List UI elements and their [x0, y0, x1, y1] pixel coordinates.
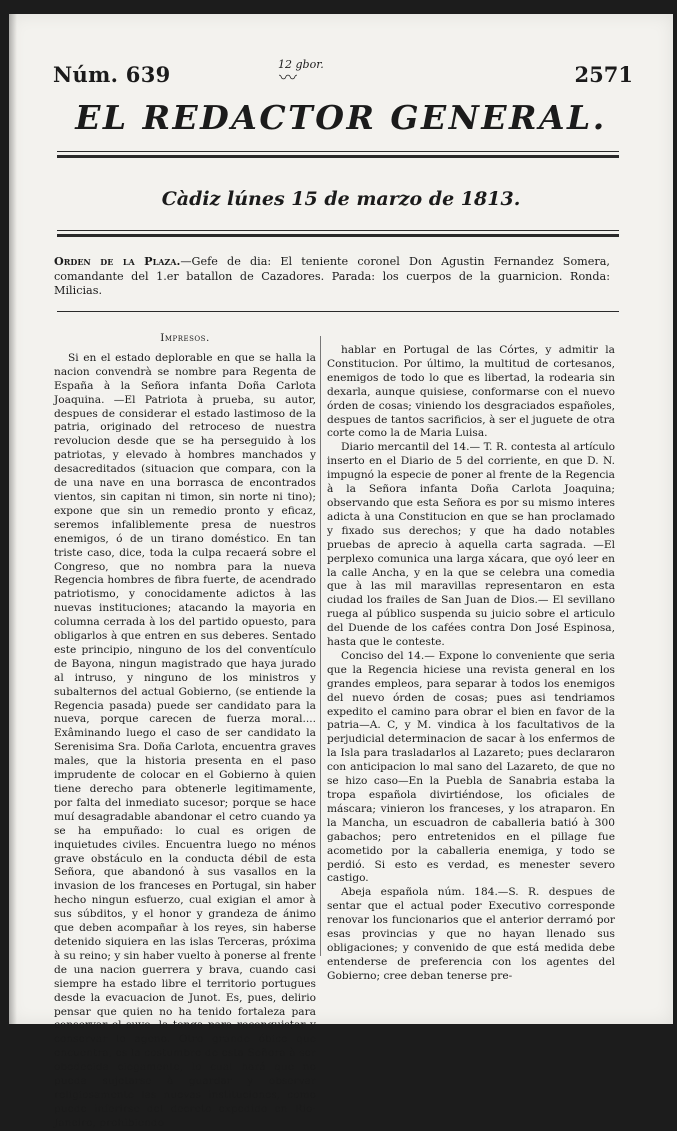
orden-de-la-plaza [54, 254, 610, 299]
masthead-top-line [9, 58, 673, 96]
rule-divider [57, 230, 619, 231]
article-paragraph: Conciso del 14.— Expone lo conveniente que seria que la Regencia hiciese una revista general en los grandes empleos, para separar à todos los enemigos del nuevo órden de cosas; pues asi tendriamos expedito el camino para obrar el bien en favor de la patria—A. C, y M. vindica à los facultativos de la perjudicial determinacion de sacar à los enfermos de la Isla para trasladarlos al Lazareto; pues declararon con anticipacion lo mal sano del Lazareto, de que no se hizo caso—En la Puebla de Sanabria estaba la tropa española divirtiéndose, los oficiales de máscara; vinieron los franceses, y los atraparon. En la Mancha, un escuadron de caballeria batió à 300 gabachos; pero entretenidos en el pillage fue acometido por la caballeria enemiga, y todo se perdió. Si esto es verdad, es menester severo castigo. [327, 649, 615, 885]
article-paragraph: Si en el estado deplorable en que se halla la nacion convendrà se nombre para Regenta de España à la Señora infanta Doña Carlota Joaquina. —El Patriota à prueba, su autor, despues de considerar el estado lastimoso de la patria, originado del retroceso de nuestra revolucion desde que se ha perseguido à los patriotas, y elevado à hombres manchados y desacreditados (situacion que compara, con la de una nave en una borrasca de encontrados vientos, sin capitan ni timon, sin norte ni tino); expone que sin un remedio pronto y eficaz, seremos infaliblemente presa de nuestros enemigos, ó de un tirano doméstico. En tan triste caso, dice, toda la culpa recaerá sobre el Congreso, que no nombra para la nueva Regencia hombres de fibra fuerte, de acendrado patriotismo, y conocidamente adictos à las nuevas instituciones; atacando la mayoria en columna cerrada à los del partido opuesto, para obligarlos à que entren en sus deberes. Sentado este principio, ninguno de los del conventículo de Bayona, ningun magistrado que haya jurado al intruso, y ninguno de los ministros y subalternos del actual Gobierno, (se entiende la Regencia pasada) puede ser candidato para la nueva, porque carecen de fuerza moral.... Exâminando luego el caso de ser candidato la Serenisima Sra. Doña Carlota, encuentra graves males, que la historia presenta en el paso imprudente de colocar en el Gobierno à quien tiene derecho para obtenerle legitimamente, por falta del inmediato sucesor; porque se hace muí desagradable abandonar el cetro cuando ya se ha empuñado: lo cual es origen de inquietudes civiles. Encuentra luego no ménos grave obstáculo en la conducta débil de esta Señora, que abandonó à sus vasallos en la invasion de los franceses en Portugal, sin haber hecho ningun esfuerzo, cual exigian el amor à sus súbditos, y el honor y grandeza de ánimo que deben acompañar à los reyes, sin haberse detenido siquiera en las islas Terceras, próxima à su reino; y sin haber vuelto à ponerse al frente de una nacion guerrera y brava, cuando casi siempre ha estado libre el territorio portugues desde la evacuacion de Junot. Es, pues, delirio pensar que quien no ha tenido fortaleza para conservar el suyo, la tenga para reconquistar y conservar lo ageno. Otro grande óbice que encuentra, es la costumbre de esta Señora à ser obedecida ciegamente, lo cual hará que no pueda sujetarse à guardar y observar religiosamente las nuevas instituciones, como puede inferirse del decreto expedido en Rio-Janeiro, prohibiendo [54, 351, 316, 1129]
section-heading: Impresos. [160, 332, 210, 344]
article-paragraph: hablar en Portugal de las Córtes, y admitir la Constitucion. Por último, la multitud de cortesanos, enemigos de todo lo que es libertad, la rodearia sin dexarla, aunque quisiese, conformarse con el nuevo órden de cosas; viniendo los desgraciados españoles, despues de tantos sacrificios, à ser el juguete de otra corte como la de Maria Luisa. [327, 344, 615, 440]
rule-divider [57, 311, 619, 312]
ornament-icon: 〰 [279, 68, 297, 89]
orden-lead: Orden de la Plaza. [54, 254, 181, 268]
orden-text: —Gefe de dia: El teniente coronel Don Agustin Fernandez Somera, comandante del 1.er batallon de Cazadores. Parada: los cuerpos de la guarnicion. Ronda: Milicias. [54, 255, 610, 297]
dateline: Càdiz lúnes 15 de marzo de 1813. [161, 188, 521, 210]
rule-divider [57, 151, 619, 152]
newspaper-title: EL REDACTOR GENERAL. [75, 98, 607, 137]
article-paragraph: Diario mercantil del 14.— T. R. contesta al artículo inserto en el Diario de 5 del corriente, en que D. N. impugnó la especie de poner al frente de la Regencia à la Señora infanta Doña Carlota Joaquina; observando que esta Señora es por su mismo interes adicta à una Constitucion en que se han proclamado y fixado sus derechos; y que ha dado notables pruebas de aprecio à aquella carta sagrada. —El perplexo comunica una larga xácara, que oyó leer en la calle Ancha, y en la que se celebra una comedia que à las mil maravillas representaron en esta ciudad los frailes de San Juan de Dios.— El sevillano ruega al público suspenda su juicio sobre el articulo del Duende de los cafées contra Don José Espinosa, hasta que le conteste. [327, 441, 615, 649]
page-edge-shadow [9, 14, 17, 1024]
column-divider [320, 336, 321, 956]
rule-divider [57, 234, 619, 237]
issue-number: Núm. 639 [53, 62, 171, 87]
article-paragraph: Abeja española núm. 184.—S. R. despues de sentar que el actual poder Executivo corresponde renovar los funcionarios que el anterior derramó por esas provincias y que no hayan llenado sus obligaciones; y convenido de que está medida debe entenderse de preferencia con los agentes del Gobierno; cree deban tenerse pre- [327, 886, 615, 982]
handwritten-note: 12 gbor. [278, 58, 324, 71]
newspaper-page [9, 14, 673, 1129]
page-number: 2571 [574, 62, 633, 87]
column-right [327, 344, 615, 984]
rule-divider [57, 155, 619, 158]
column-left [54, 330, 316, 1131]
